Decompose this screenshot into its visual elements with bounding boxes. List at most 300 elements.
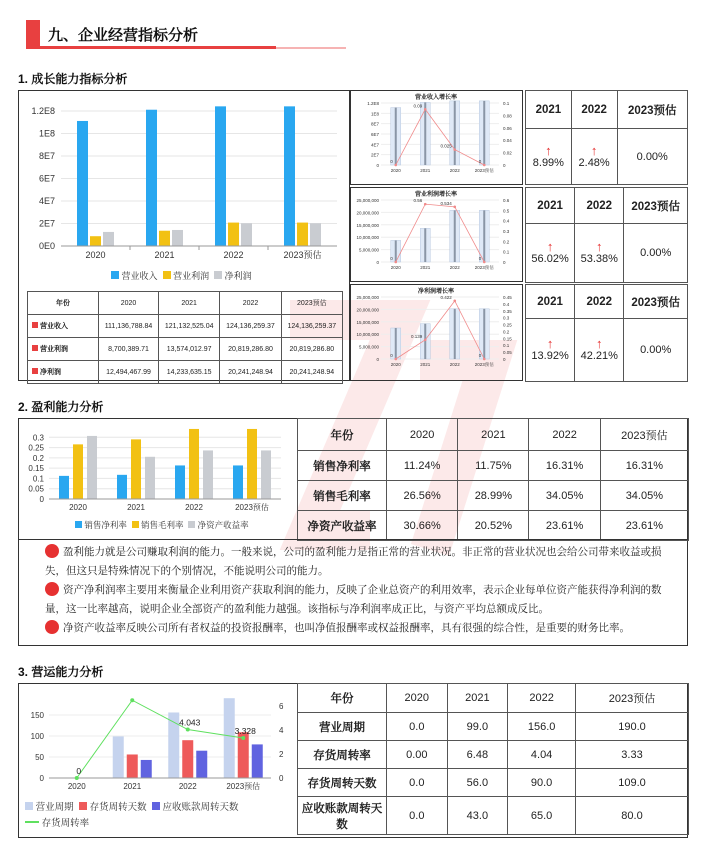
table-cell: 16.31% [529,451,600,481]
y-tick-label: 0.15 [28,464,44,474]
y-tick-label: 25,000,000 [356,198,379,203]
y-tick-label: 10,000,000 [356,332,379,338]
mini-chart-title: 净利润增长率 [417,289,455,295]
y-tick-label: 6E7 [38,173,55,184]
y-tick-label: 15,000,000 [356,222,379,228]
growth-row-label: 净利润 [39,369,61,376]
bar-净资产收益率 [145,457,155,499]
y2-tick-label: 0.2 [503,239,510,245]
bar-营业收入 [284,106,295,246]
y2-tick-label: 0.5 [503,208,510,214]
note-item [45,619,675,638]
bar-销售毛利率 [189,429,199,499]
table-cell: 13,574,012.97 [159,338,220,361]
rate-point [483,358,486,361]
y-tick-label: 150 [30,711,44,720]
mini-chart-panel-0 [350,90,523,185]
legend-inventory-turnover: 存货周转率 [41,818,90,829]
table-cell: 16.31% [600,451,688,481]
bullet-icon [45,544,59,558]
rate-point [453,300,456,303]
rate-value: 2.48% [578,156,610,169]
bar-应收账款周转天数 [141,760,152,778]
table-cell: 65.0 [508,797,576,835]
y-tick-label: 4E7 [370,142,379,148]
operation-row-label: 存货周转率 [298,741,387,769]
y-tick-label: 0.3 [32,433,44,443]
y-tick-label: 10,000,000 [356,235,379,241]
rate-value: 13.92% [531,350,569,362]
y-tick-label: 1E8 [38,128,55,139]
bar-销售净利率 [59,476,69,499]
bar-净利润 [103,232,114,246]
inventory-turnover-label: 4.043 [179,717,201,728]
x-tick-label: 2023预估 [474,362,494,367]
rate-label: 0.534 [440,200,452,206]
x-tick-label: 2023预估 [474,168,494,173]
profit-table-header: 2021 [458,419,529,451]
rate-header: 2023预估 [624,188,688,224]
bullet-icon [45,582,59,596]
rate-point [394,261,397,264]
rate-value: 42.21% [580,350,618,362]
x-tick-label: 2022 [449,265,460,270]
title-accent [26,20,40,46]
profit-row-label: 销售净利率 [298,451,387,481]
rate-point [424,108,427,111]
growth-legend [111,269,252,282]
table-cell: 20,819,286.80 [220,338,281,361]
mini-chart-title: 营业收入增长率 [414,95,458,101]
profit-table-header: 2023预估 [600,419,688,451]
table-cell: 20,819,286.80 [281,338,342,361]
x-tick-label: 2021 [420,362,431,367]
profit-table-header: 2020 [387,419,458,451]
up-arrow-icon: ↑ [596,336,603,351]
table-cell: 23.61% [600,511,688,541]
page-title-bar [26,20,276,46]
y2-tick-label: 6 [279,702,284,711]
table-cell: 20,241,248.94 [220,361,281,384]
rate-point [424,339,427,342]
table-cell: 6.48 [447,741,508,769]
y2-tick-label: 0.15 [503,336,512,342]
x-tick-label: 2022 [223,250,244,260]
y2-tick-label: 0.35 [503,308,512,314]
table-cell: 11.24% [387,451,458,481]
profit-panel [18,418,688,646]
bar-应收账款周转天数 [252,744,263,778]
mini-bar-core [483,101,485,165]
bar-销售毛利率 [247,429,257,499]
net-profit-growth-chart [351,285,522,380]
rate-point [483,261,486,264]
rate-label: 0 [390,159,393,164]
table-row [298,741,689,769]
x-tick-label: 2023预估 [226,782,261,791]
inventory-turnover-label: 3.328 [234,726,256,737]
growth-table-header: 2023预估 [281,292,342,315]
x-tick-label: 2020 [390,168,401,173]
rate-point [394,358,397,361]
y-tick-label: 15,000,000 [356,319,379,325]
bar-应收账款周转天数 [196,751,207,778]
table-cell: 124,136,259.37 [220,315,281,338]
mini-bar-core [395,240,397,262]
bar-销售毛利率 [131,439,141,499]
y-tick-label: 100 [30,732,44,741]
y-tick-label: 0.1 [32,474,44,484]
bar-营业收入 [215,106,226,246]
x-tick-label: 2021 [420,168,431,173]
table-cell: 26.56% [387,481,458,511]
inventory-turnover-point [75,776,79,780]
rate-value: 0.00% [617,129,688,185]
growth-table-header: 2020 [99,292,159,315]
operation-table-header: 2023预估 [576,684,689,713]
growth-row-label: 营业利润 [39,346,68,353]
y-tick-label: 0 [39,495,44,504]
rate-value: 56.02% [531,253,569,265]
y-tick-label: 0.25 [28,443,44,453]
operation-row-label: 存货周转天数 [298,769,387,797]
rate-header: 2021 [526,91,572,129]
profit-divider [19,539,687,540]
operation-legend [25,800,239,832]
table-row [298,713,689,741]
bar-营业利润 [228,223,239,246]
profit-table-header: 年份 [298,419,387,451]
table-row [298,797,689,835]
operating-profit-growth-table [525,187,688,283]
table-cell: 8,700,389.71 [99,338,159,361]
operation-combo-chart [19,684,299,796]
y2-tick-label: 0.08 [503,113,512,119]
mini-bar-core [454,309,456,359]
bar-净资产收益率 [203,450,213,499]
rate-label: 0 [390,256,393,261]
operation-table [297,683,689,835]
y-tick-label: 0.05 [28,484,44,494]
table-cell: 0.0 [387,769,448,797]
bar-净资产收益率 [87,436,97,499]
x-tick-label: 2023预估 [235,503,269,512]
y-tick-label: 0.2 [32,453,44,463]
x-tick-label: 2021 [420,265,431,270]
table-cell: 11.75% [458,451,529,481]
growth-table-header: 2021 [159,292,220,315]
table-cell: 0.0 [387,713,448,741]
table-row [298,769,689,797]
page-title: 九、企业经营指标分析 [48,27,199,44]
table-cell: 56.0 [447,769,508,797]
table-cell: 121,132,525.04 [159,315,220,338]
bar-营业利润 [159,231,170,246]
rate-value: 0.00% [624,224,688,283]
revenue-growth-table [525,90,688,185]
mini-bar-core [395,328,397,359]
inventory-turnover-label: 0 [76,766,82,776]
table-cell: 0.00 [387,741,448,769]
title-underline [26,46,276,49]
mini-bar-core [483,210,485,262]
rate-point [483,164,486,167]
table-cell: 34.05% [600,481,688,511]
x-tick-label: 2020 [390,362,401,367]
mini-bar-core [395,108,397,165]
up-arrow-icon: ↑ [546,336,554,351]
rate-label: 0 [478,159,482,164]
rate-value: 53.38% [580,253,618,265]
note-item [45,581,675,619]
table-cell: 14,233,635.15 [159,361,220,384]
x-tick-label: 2022 [449,168,460,173]
y-tick-label: 1.2E8 [367,101,379,106]
x-tick-label: 2021 [123,782,142,791]
x-tick-label: 2022 [185,503,203,512]
rate-header: 2022 [575,188,624,224]
y2-tick-label: 0.3 [503,315,510,321]
x-tick-label: 2020 [85,250,106,260]
y-tick-label: 0E0 [38,241,55,251]
note-text: 资产净利润率主要用来衡量企业利用资产获取利润的能力，反映了企业总资产的利用效率，表示企业每单位资产能获得净利润的数 量，这一比率越高，说明企业全部资产的盈利能力越强。该指标与净利润率成正比，与资产平均总额成反比。 [45,584,662,615]
revenue-growth-chart [351,91,522,184]
section-operation-title: 3. 营运能力分析 [18,665,104,679]
x-tick-label: 2020 [69,503,87,512]
up-arrow-icon: ↑ [546,239,554,254]
table-cell: 109.0 [576,769,689,797]
table-cell: 20.52% [458,511,529,541]
table-row [28,361,343,384]
legend-receivable-days: 应收账款周转天数 [162,802,239,813]
mini-chart-panel-2 [350,284,523,381]
inventory-turnover-point [186,728,190,732]
table-row [298,451,689,481]
table-cell: 20,241,248.94 [281,361,342,384]
mini-bar-core [424,324,426,359]
table-cell: 190.0 [576,713,689,741]
rate-label: 0.139 [410,333,423,339]
y2-tick-label: 0.2 [503,329,510,335]
y2-tick-label: 0.05 [503,350,512,356]
rate-label: 0 [390,353,393,358]
legend-gross-margin: 销售毛利率 [141,520,184,530]
table-cell: 34.05% [529,481,600,511]
rate-header: 2023预估 [617,91,688,129]
y2-tick-label: 2 [279,750,284,759]
growth-row-label: 营业收入 [39,323,68,330]
table-cell: 80.0 [576,797,689,835]
rate-value: 8.99% [532,156,564,169]
bar-存货周转天数 [127,754,138,778]
bar-净利润 [172,230,183,246]
bar-净利润 [241,223,252,246]
operating-profit-growth-chart [351,188,522,281]
y-tick-label: 8E7 [370,121,379,127]
rate-label: 0 [478,353,482,358]
table-cell: 90.0 [508,769,576,797]
section-growth-title: 1. 成长能力指标分析 [18,72,128,86]
y2-tick-label: 0 [503,357,506,362]
y2-tick-label: 0.04 [503,138,512,144]
bar-营业周期 [113,736,124,778]
y-tick-label: 5,000,000 [358,247,379,253]
mini-bar-core [483,309,485,359]
inventory-turnover-point [241,736,245,740]
y2-tick-label: 0.1 [503,101,510,106]
legend-roe: 净资产收益率 [197,520,249,530]
mini-chart-title: 营业利润增长率 [414,192,458,198]
note-item [45,543,675,581]
y2-tick-label: 0.25 [503,322,512,328]
up-arrow-icon: ↑ [596,239,603,254]
y-tick-label: 4E7 [38,196,55,206]
up-arrow-icon: ↑ [545,142,552,158]
growth-table-header: 2022 [220,292,281,315]
operation-table-header: 2020 [387,684,448,713]
y-tick-label: 20,000,000 [356,210,379,216]
y2-tick-label: 0.4 [503,218,510,224]
y-tick-label: 1E8 [370,111,379,117]
rate-header: 2023预估 [624,285,688,319]
y2-tick-label: 0.45 [503,295,512,300]
bar-营业收入 [77,121,88,246]
y-tick-label: 5,000,000 [358,344,379,350]
operation-row-label: 营业周期 [298,713,387,741]
rate-label: 0 [478,256,482,261]
operation-table-header: 年份 [298,684,387,713]
rate-label: 0.56 [413,198,423,204]
x-tick-label: 2022 [178,782,197,791]
x-tick-label: 2021 [127,503,145,512]
y2-tick-label: 0 [279,774,284,783]
note-text: 净资产收益率反映公司所有者权益的投资报酬率，也叫净值报酬率或权益报酬率，具有很强的综合性，是重要的财务比率。 [63,622,630,634]
x-tick-label: 2020 [390,265,401,270]
bar-净利润 [310,223,321,246]
bar-存货周转天数 [182,740,193,778]
profit-table [297,418,689,541]
y2-tick-label: 4 [279,726,284,735]
rate-header: 2021 [526,285,575,319]
y-tick-label: 0 [376,163,379,168]
table-cell: 30.66% [387,511,458,541]
growth-table-header: 年份 [28,292,99,315]
table-cell: 0.0 [387,797,448,835]
net-profit-growth-table [525,284,688,382]
growth-chart-panel [18,90,350,381]
x-tick-label: 2022 [449,362,460,367]
y2-tick-label: 0 [503,260,506,265]
growth-bar-chart [19,91,349,286]
legend-operating-profit: 营业利润 [173,271,210,281]
profit-notes [45,543,675,638]
y-tick-label: 0 [39,774,44,783]
operation-table-header: 2022 [508,684,576,713]
table-row [298,511,689,541]
title-underline-fade [276,47,346,49]
table-cell: 124,136,259.37 [281,315,342,338]
legend-business-cycle: 营业周期 [35,802,74,813]
legend-inventory-days: 存货周转天数 [89,802,147,813]
table-cell: 4.04 [508,741,576,769]
bar-销售净利率 [175,465,185,499]
y2-tick-label: 0 [503,163,506,168]
bar-营业收入 [146,110,157,246]
bullet-icon [45,620,59,634]
inventory-turnover-point [130,698,134,702]
bar-销售净利率 [117,475,127,499]
mini-bar-core [454,101,456,165]
rate-point [394,164,397,167]
table-cell: 3.33 [576,741,689,769]
operation-table-header: 2021 [447,684,508,713]
y-tick-label: 1.2E8 [31,106,55,116]
section-profit-title: 2. 盈利能力分析 [18,400,104,414]
rate-value: 0.00% [624,319,688,382]
mini-chart-panel-1 [350,187,523,282]
table-row [28,338,343,361]
legend-net-profit: 净利润 [224,271,252,281]
growth-table [27,291,343,384]
bar-净资产收益率 [261,450,271,499]
rate-header: 2021 [526,188,575,224]
y2-tick-label: 0.3 [503,229,510,234]
operation-panel [18,683,688,838]
up-arrow-icon: ↑ [590,142,598,158]
rate-label: 0.025 [440,143,452,149]
y2-tick-label: 0.06 [503,125,512,131]
y2-tick-label: 0.4 [503,301,510,307]
y-tick-label: 25,000,000 [356,295,379,300]
mini-bar-core [454,210,456,262]
y-tick-label: 8E7 [38,151,55,161]
rate-header: 2022 [575,285,624,319]
y2-tick-label: 0.02 [503,150,512,156]
y2-tick-label: 0.6 [503,198,510,203]
profit-table-header: 2022 [529,419,600,451]
y-tick-label: 2E7 [370,152,379,158]
note-text: 盈利能力就是公司赚取利润的能力。一般来说，公司的盈利能力是指正常的营业状况。非正常的营业状况也会给公司带来收益或损 失，但这只是特殊情况下的个别情况，不能说明公司的能力。 [45,546,662,577]
rate-header: 2022 [571,91,617,129]
y-tick-label: 50 [35,753,44,762]
x-tick-label: 2021 [154,250,175,260]
y2-tick-label: 0.1 [503,249,510,255]
legend-revenue: 营业收入 [121,271,158,281]
mini-bar-core [424,228,426,262]
profit-bar-chart [19,419,299,519]
y-tick-label: 6E7 [370,132,379,137]
profit-legend [75,519,249,531]
y-tick-label: 20,000,000 [356,307,379,313]
table-cell: 23.61% [529,511,600,541]
table-cell: 12,494,467.99 [99,361,159,384]
x-tick-label: 2023预估 [283,250,322,260]
rate-point [453,148,456,151]
table-cell: 43.0 [447,797,508,835]
bar-销售毛利率 [73,444,83,499]
legend-net-margin: 销售净利率 [84,520,127,530]
bar-营业利润 [90,236,101,246]
x-tick-label: 2020 [67,782,86,791]
rate-label: 0.09 [413,103,423,109]
y-tick-label: 2E7 [38,218,55,229]
table-cell: 99.0 [447,713,508,741]
rate-point [424,203,427,206]
bar-营业利润 [297,223,308,246]
inventory-turnover-line [77,700,244,778]
rate-label: 0.422 [440,294,452,300]
table-cell: 28.99% [458,481,529,511]
